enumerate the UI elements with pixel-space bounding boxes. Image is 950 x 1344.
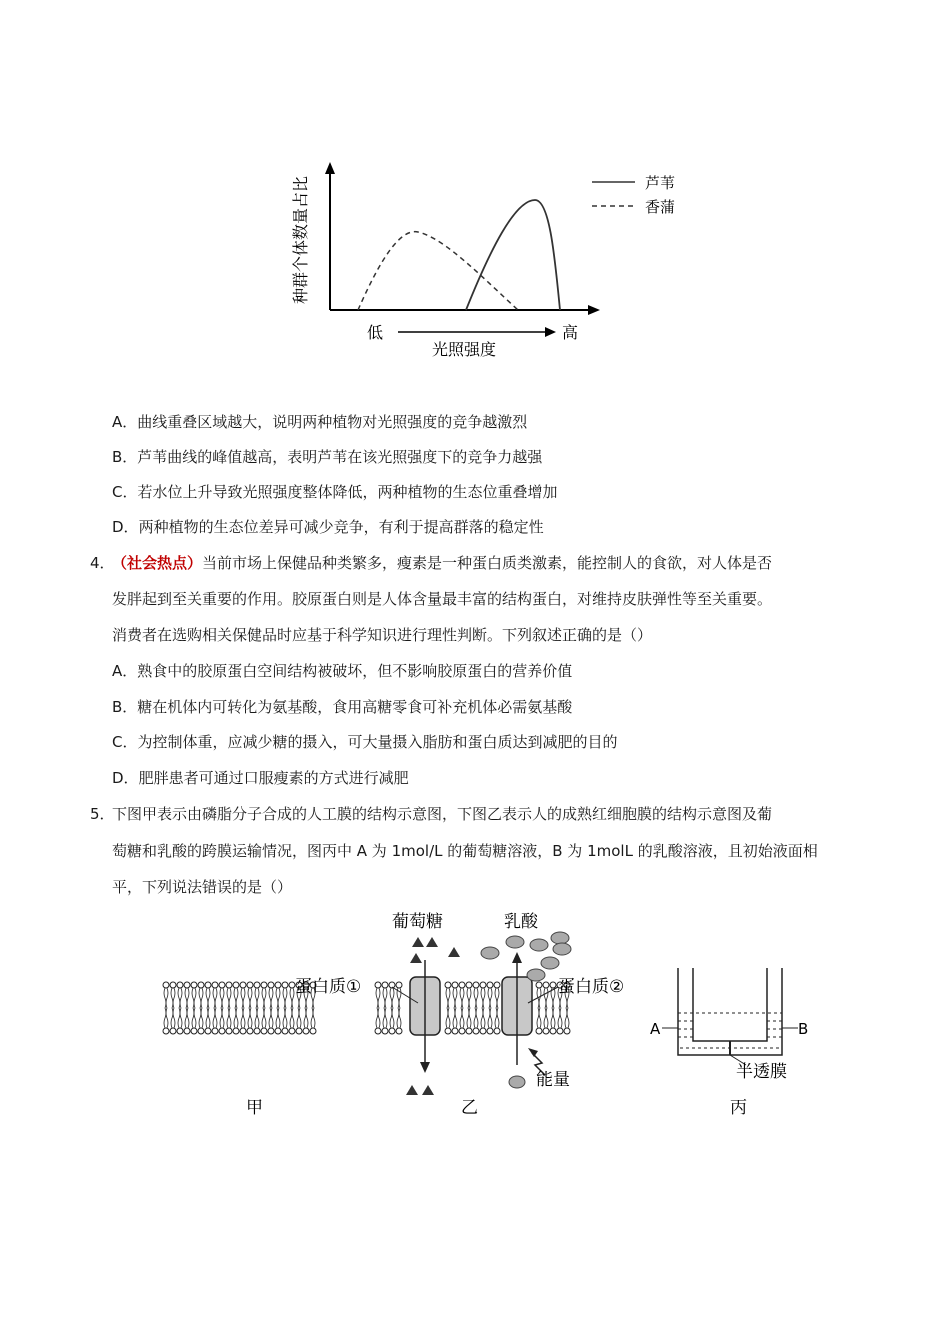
u-tube-inner: [693, 968, 767, 1041]
lactic-molecule: [541, 957, 559, 969]
phospholipid: [480, 1008, 486, 1034]
phospholipid: [289, 1008, 295, 1034]
phospholipid: [191, 982, 197, 1008]
y-axis-arrow: [325, 162, 335, 174]
glucose-molecule: [422, 1085, 434, 1095]
phospholipid: [375, 1008, 381, 1034]
phospholipid: [205, 1008, 211, 1034]
phospholipid: [466, 1008, 472, 1034]
y-axis-label: 种群个体数量占比: [291, 175, 310, 305]
phospholipid: [219, 982, 225, 1008]
protein-2-label: 蛋白质②: [558, 977, 625, 997]
phospholipid: [389, 982, 395, 1008]
q4-option-b: B．糖在机体内可转化为氨基酸，食用高糖零食可补充机体必需氨基酸: [112, 698, 573, 716]
panel-label-jia: 甲: [246, 1098, 263, 1118]
lactic-molecule: [530, 939, 548, 951]
q4-stem-line3: 消费者在选购相关保健品时应基于科学知识进行理性判断。下列叙述正确的是（）: [112, 626, 653, 644]
q4-option-c: C．为控制体重，应减少糖的摄入，可大量摄入脂肪和蛋白质达到减肥的目的: [112, 733, 618, 751]
u-tube-bing: [662, 968, 798, 1065]
glucose-arrow-head: [420, 1062, 430, 1073]
label-b: B: [798, 1020, 809, 1038]
phospholipid: [550, 1008, 556, 1034]
q3-option-a: A．曲线重叠区域越大，说明两种植物对光照强度的竞争越激烈: [112, 413, 528, 431]
phospholipid: [282, 982, 288, 1008]
phospholipid: [233, 982, 239, 1008]
phospholipid: [170, 1008, 176, 1034]
phospholipid: [240, 1008, 246, 1034]
phospholipid: [382, 982, 388, 1008]
lactic-molecule: [481, 947, 499, 959]
phospholipid: [163, 982, 169, 1008]
glucose-molecule: [410, 953, 422, 963]
lactic-arrow-head: [512, 952, 522, 963]
legend-cattail: 香蒲: [645, 198, 676, 216]
phospholipid: [303, 1008, 309, 1034]
phospholipid: [275, 1008, 281, 1034]
phospholipid: [247, 1008, 253, 1034]
phospholipid: [487, 1008, 493, 1034]
phospholipid: [536, 1008, 542, 1034]
q4-tag: （社会热点）: [112, 554, 203, 572]
phospholipid: [296, 1008, 302, 1034]
x-arrow-head: [545, 327, 556, 337]
phospholipid: [466, 982, 472, 1008]
q3-option-b: B．芦苇曲线的峰值越高，表明芦苇在该光照强度下的竞争力越强: [112, 448, 543, 466]
lactic-molecule: [509, 1076, 525, 1088]
phospholipid: [473, 1008, 479, 1034]
phospholipid: [282, 1008, 288, 1034]
phospholipid: [564, 1008, 570, 1034]
glucose-molecule: [426, 937, 438, 947]
x-axis-label: 光照强度: [431, 340, 497, 359]
x-high-label: 高: [561, 323, 579, 342]
phospholipid: [261, 1008, 267, 1034]
glucose-molecule: [406, 1085, 418, 1095]
lactic-label: 乳酸: [504, 912, 538, 932]
phospholipid: [198, 982, 204, 1008]
phospholipid: [452, 1008, 458, 1034]
phospholipid: [191, 1008, 197, 1034]
q5-stem-line2: 萄糖和乳酸的跨膜运输情况，图丙中 A 为 1mol/L 的葡萄糖溶液，B 为 1molL 的乳酸溶液，且初始液面相: [112, 842, 818, 860]
phospholipid: [494, 1008, 500, 1034]
x-axis-arrow: [588, 305, 600, 315]
q3-option-d: D．两种植物的生态位差异可减少竞争，有利于提高群落的稳定性: [112, 518, 544, 536]
legend-reed: 芦苇: [645, 174, 676, 192]
phospholipid: [396, 982, 402, 1008]
membrane-figure: [150, 905, 830, 1125]
lactic-molecule: [506, 936, 524, 948]
phospholipid: [254, 982, 260, 1008]
lactic-molecule: [551, 932, 569, 944]
phospholipid: [184, 1008, 190, 1034]
phospholipid: [212, 982, 218, 1008]
phospholipid: [247, 982, 253, 1008]
q4-option-d: D．肥胖患者可通过口服瘦素的方式进行减肥: [112, 769, 409, 787]
phospholipid: [275, 982, 281, 1008]
cattail-curve: [358, 232, 518, 310]
q5-number: 5．: [90, 805, 115, 823]
panel-label-bing: 丙: [730, 1098, 747, 1118]
phospholipid: [396, 1008, 402, 1034]
phospholipid: [240, 982, 246, 1008]
phospholipid: [536, 982, 542, 1008]
q5-stem-line3: 平，下列说法错误的是（）: [112, 878, 293, 896]
phospholipid: [473, 982, 479, 1008]
phospholipid: [184, 982, 190, 1008]
lactic-molecule: [553, 943, 571, 955]
phospholipid: [389, 1008, 395, 1034]
phospholipid: [452, 982, 458, 1008]
energy-bolt-head: [528, 1048, 538, 1057]
q4-option-a: A．熟食中的胶原蛋白空间结构被破坏，但不影响胶原蛋白的营养价值: [112, 662, 573, 680]
phospholipid: [170, 982, 176, 1008]
phospholipid: [226, 982, 232, 1008]
glucose-molecule: [448, 947, 460, 957]
phospholipid: [487, 982, 493, 1008]
phospholipid: [550, 982, 556, 1008]
phospholipid: [177, 982, 183, 1008]
phospholipid: [268, 1008, 274, 1034]
phospholipid: [445, 1008, 451, 1034]
phospholipid: [226, 1008, 232, 1034]
phospholipid: [254, 1008, 260, 1034]
phospholipid: [198, 1008, 204, 1034]
q4-stem-line1: （社会热点）当前市场上保健品种类繁多，瘦素是一种蛋白质类激素，能控制人的食欲，对人体是否: [112, 554, 773, 572]
q5-stem-line1: 下图甲表示由磷脂分子合成的人工膜的结构示意图，下图乙表示人的成熟红细胞膜的结构示意图及葡: [112, 805, 773, 823]
x-low-label: 低: [366, 323, 384, 342]
phospholipid: [261, 982, 267, 1008]
energy-label: 能量: [536, 1070, 570, 1090]
phospholipid: [382, 1008, 388, 1034]
q4-number: 4．: [90, 554, 115, 572]
phospholipid: [163, 1008, 169, 1034]
glucose-molecule: [412, 937, 424, 947]
phospholipid: [375, 982, 381, 1008]
phospholipid: [543, 1008, 549, 1034]
artificial-membrane-jia: [163, 982, 316, 1034]
phospholipid: [233, 1008, 239, 1034]
phospholipid: [219, 1008, 225, 1034]
phospholipid: [459, 1008, 465, 1034]
reed-curve: [466, 200, 560, 310]
q4-stem-line2: 发胖起到至关重要的作用。胶原蛋白则是人体含量最丰富的结构蛋白，对维持皮肤弹性等至关重要。: [112, 590, 773, 608]
phospholipid: [212, 1008, 218, 1034]
phospholipid: [494, 982, 500, 1008]
lactic-molecule: [527, 969, 545, 981]
phospholipid: [459, 982, 465, 1008]
semipermeable-membrane-label: 半透膜: [736, 1062, 787, 1082]
protein-1-label: 蛋白质①: [295, 977, 362, 997]
q3-option-c: C．若水位上升导致光照强度整体降低，两种植物的生态位重叠增加: [112, 483, 558, 501]
label-a: A: [650, 1020, 661, 1038]
glucose-label: 葡萄糖: [392, 912, 443, 932]
phospholipid: [177, 1008, 183, 1034]
phospholipid: [480, 982, 486, 1008]
phospholipid: [205, 982, 211, 1008]
phospholipid: [268, 982, 274, 1008]
niche-chart: [280, 130, 700, 370]
phospholipid: [557, 1008, 563, 1034]
panel-label-yi: 乙: [461, 1098, 478, 1118]
phospholipid: [310, 1008, 316, 1034]
phospholipid: [445, 982, 451, 1008]
